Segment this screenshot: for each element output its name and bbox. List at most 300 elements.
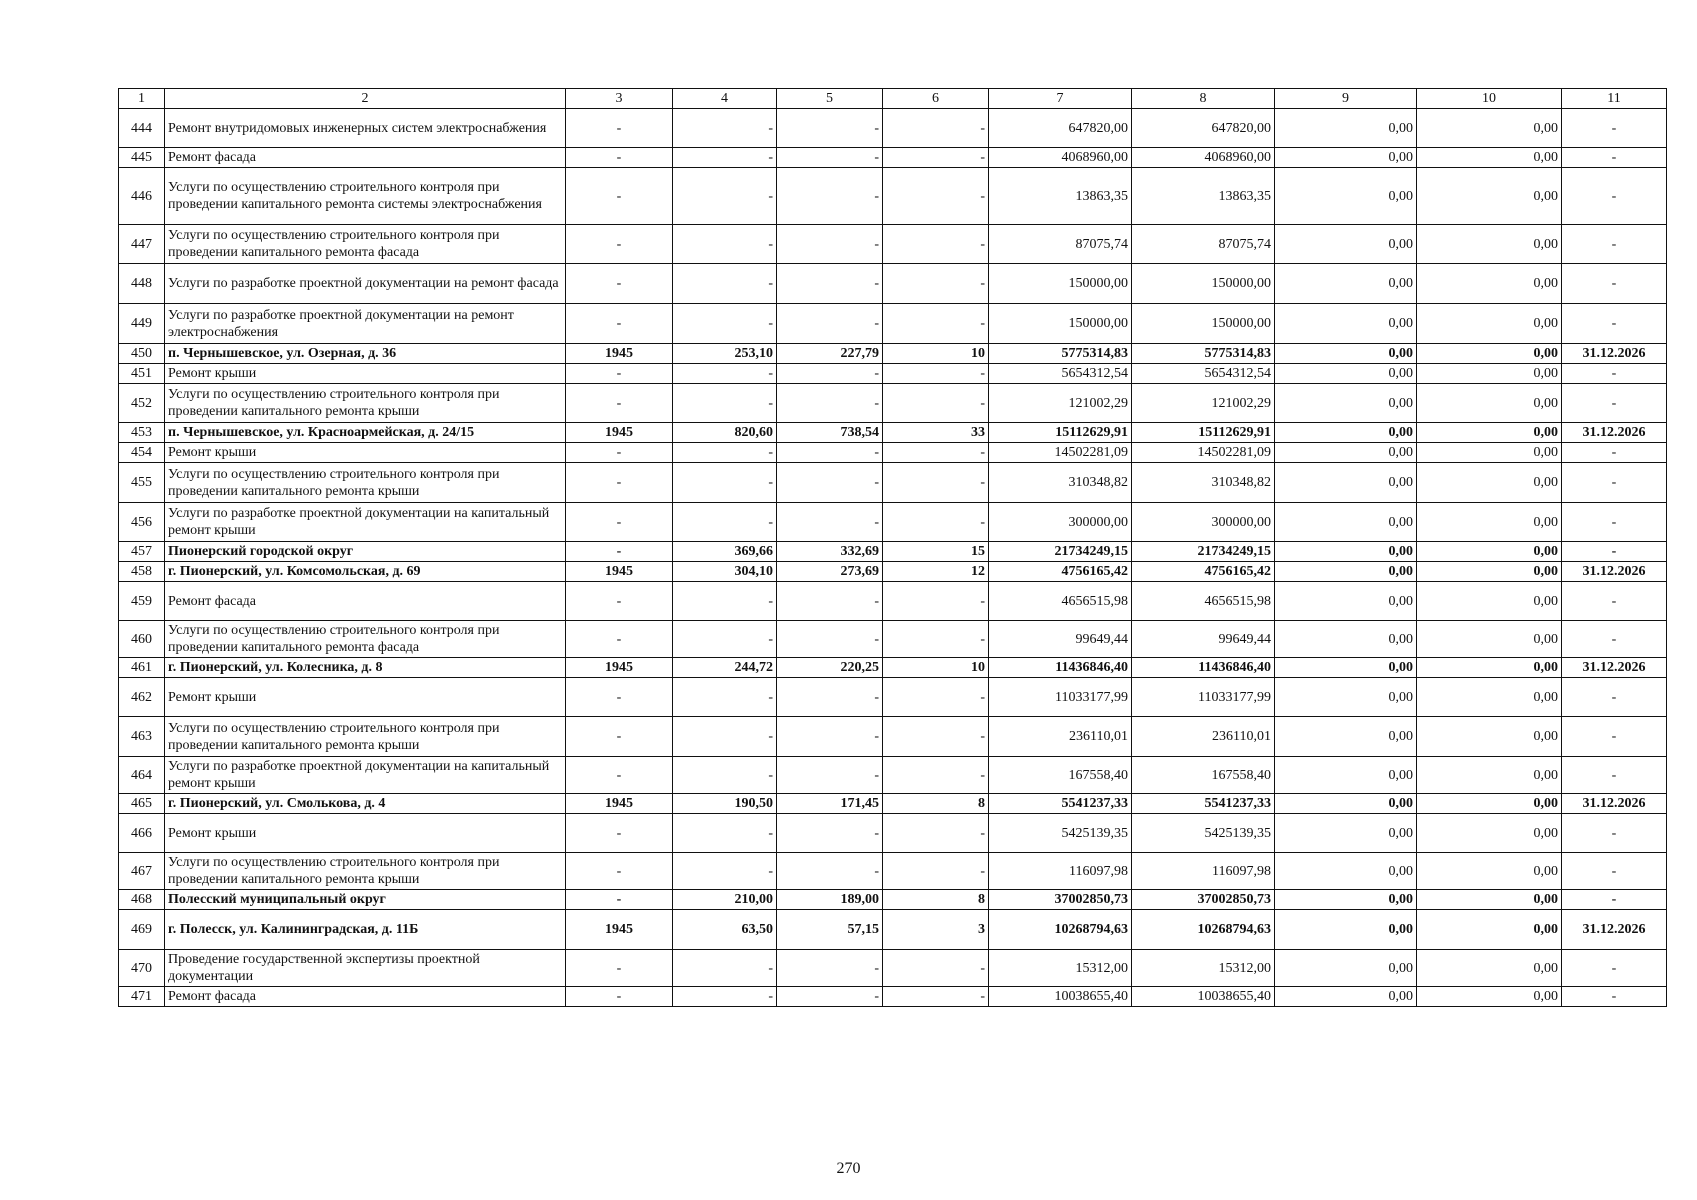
col-9-amount: 0,00	[1275, 344, 1417, 364]
col-9-amount: 0,00	[1275, 148, 1417, 168]
item-name: Услуги по осуществлению строительного контроля при проведении капитального ремонта крыши	[165, 463, 566, 503]
col-11-date: 31.12.2026	[1562, 910, 1667, 950]
col-7-amount: 4068960,00	[989, 148, 1132, 168]
col-5-value: -	[777, 503, 883, 542]
table-row	[119, 304, 1667, 344]
col-7-amount: 310348,82	[989, 463, 1132, 503]
col-3-value: -	[566, 225, 673, 264]
col-4-value: 820,60	[673, 423, 777, 443]
item-name: п. Чернышевское, ул. Красноармейская, д. 24/15	[165, 423, 566, 443]
col-6-value: -	[883, 463, 989, 503]
col-8-amount: 10038655,40	[1132, 987, 1275, 1007]
col-6-value: 12	[883, 562, 989, 582]
item-name: Услуги по осуществлению строительного контроля при проведении капитального ремонта крыши	[165, 717, 566, 757]
col-9-amount: 0,00	[1275, 384, 1417, 423]
col-6-value: 3	[883, 910, 989, 950]
col-10-amount: 0,00	[1417, 890, 1562, 910]
table-row	[119, 987, 1667, 1007]
col-8-amount: 15312,00	[1132, 950, 1275, 987]
item-name: г. Пионерский, ул. Колесника, д. 8	[165, 658, 566, 678]
col-7-amount: 10268794,63	[989, 910, 1132, 950]
column-header: 10	[1417, 89, 1562, 109]
col-11-date: -	[1562, 109, 1667, 148]
row-number: 455	[119, 463, 165, 503]
col-8-amount: 13863,35	[1132, 168, 1275, 225]
col-4-value: -	[673, 264, 777, 304]
row-number: 471	[119, 987, 165, 1007]
col-11-date: -	[1562, 463, 1667, 503]
item-name: г. Пионерский, ул. Комсомольская, д. 69	[165, 562, 566, 582]
col-5-value: -	[777, 717, 883, 757]
col-11-date: -	[1562, 678, 1667, 717]
col-6-value: -	[883, 757, 989, 794]
col-3-value: -	[566, 950, 673, 987]
col-5-value: -	[777, 168, 883, 225]
item-name: Услуги по осуществлению строительного контроля при проведении капитального ремонта фасада	[165, 621, 566, 658]
col-3-value: -	[566, 109, 673, 148]
col-4-value: -	[673, 148, 777, 168]
row-number: 451	[119, 364, 165, 384]
col-5-value: 738,54	[777, 423, 883, 443]
col-7-amount: 121002,29	[989, 384, 1132, 423]
col-11-date: -	[1562, 168, 1667, 225]
col-8-amount: 150000,00	[1132, 304, 1275, 344]
col-4-value: -	[673, 384, 777, 423]
col-5-value: 227,79	[777, 344, 883, 364]
col-4-value: -	[673, 109, 777, 148]
col-4-value: -	[673, 503, 777, 542]
col-6-value: -	[883, 264, 989, 304]
column-header: 5	[777, 89, 883, 109]
column-header: 11	[1562, 89, 1667, 109]
col-11-date: -	[1562, 264, 1667, 304]
col-4-value: 190,50	[673, 794, 777, 814]
item-name: Ремонт крыши	[165, 364, 566, 384]
table-row	[119, 678, 1667, 717]
col-5-value: -	[777, 987, 883, 1007]
row-number: 454	[119, 443, 165, 463]
col-8-amount: 116097,98	[1132, 853, 1275, 890]
col-11-date: -	[1562, 853, 1667, 890]
col-10-amount: 0,00	[1417, 364, 1562, 384]
col-8-amount: 150000,00	[1132, 264, 1275, 304]
col-7-amount: 4756165,42	[989, 562, 1132, 582]
column-header: 9	[1275, 89, 1417, 109]
col-7-amount: 647820,00	[989, 109, 1132, 148]
col-10-amount: 0,00	[1417, 542, 1562, 562]
row-number: 453	[119, 423, 165, 443]
col-11-date: -	[1562, 225, 1667, 264]
col-3-value: -	[566, 678, 673, 717]
col-3-value: -	[566, 384, 673, 423]
col-6-value: -	[883, 950, 989, 987]
col-6-value: -	[883, 814, 989, 853]
col-8-amount: 4656515,98	[1132, 582, 1275, 621]
col-3-value: -	[566, 542, 673, 562]
col-5-value: 171,45	[777, 794, 883, 814]
col-4-value: 253,10	[673, 344, 777, 364]
col-6-value: -	[883, 853, 989, 890]
col-3-value: -	[566, 621, 673, 658]
col-10-amount: 0,00	[1417, 621, 1562, 658]
column-header: 7	[989, 89, 1132, 109]
col-9-amount: 0,00	[1275, 987, 1417, 1007]
table-row	[119, 910, 1667, 950]
col-9-amount: 0,00	[1275, 562, 1417, 582]
column-header: 4	[673, 89, 777, 109]
col-5-value: -	[777, 757, 883, 794]
col-4-value: -	[673, 757, 777, 794]
col-6-value: 10	[883, 344, 989, 364]
item-name: Ремонт фасада	[165, 582, 566, 621]
row-number: 465	[119, 794, 165, 814]
col-6-value: -	[883, 582, 989, 621]
col-10-amount: 0,00	[1417, 582, 1562, 621]
col-6-value: 33	[883, 423, 989, 443]
col-11-date: -	[1562, 304, 1667, 344]
col-9-amount: 0,00	[1275, 717, 1417, 757]
col-3-value: 1945	[566, 910, 673, 950]
table-row	[119, 582, 1667, 621]
col-9-amount: 0,00	[1275, 621, 1417, 658]
col-6-value: 15	[883, 542, 989, 562]
col-9-amount: 0,00	[1275, 304, 1417, 344]
row-number: 467	[119, 853, 165, 890]
table-row	[119, 621, 1667, 658]
col-10-amount: 0,00	[1417, 678, 1562, 717]
col-3-value: -	[566, 890, 673, 910]
col-5-value: -	[777, 264, 883, 304]
col-10-amount: 0,00	[1417, 109, 1562, 148]
col-8-amount: 21734249,15	[1132, 542, 1275, 562]
col-4-value: -	[673, 678, 777, 717]
col-6-value: 8	[883, 890, 989, 910]
col-3-value: -	[566, 853, 673, 890]
col-6-value: -	[883, 225, 989, 264]
col-4-value: -	[673, 950, 777, 987]
col-3-value: 1945	[566, 658, 673, 678]
item-name: Ремонт крыши	[165, 443, 566, 463]
item-name: п. Чернышевское, ул. Озерная, д. 36	[165, 344, 566, 364]
col-11-date: -	[1562, 542, 1667, 562]
col-10-amount: 0,00	[1417, 264, 1562, 304]
item-name: Ремонт внутридомовых инженерных систем электроснабжения	[165, 109, 566, 148]
col-7-amount: 5775314,83	[989, 344, 1132, 364]
table-row	[119, 717, 1667, 757]
col-5-value: -	[777, 678, 883, 717]
col-11-date: 31.12.2026	[1562, 794, 1667, 814]
item-name: Проведение государственной экспертизы проектной документации	[165, 950, 566, 987]
item-name: Услуги по разработке проектной документации на капитальный ремонт крыши	[165, 503, 566, 542]
col-9-amount: 0,00	[1275, 168, 1417, 225]
col-7-amount: 10038655,40	[989, 987, 1132, 1007]
col-8-amount: 5541237,33	[1132, 794, 1275, 814]
col-7-amount: 150000,00	[989, 304, 1132, 344]
row-number: 463	[119, 717, 165, 757]
table-row	[119, 463, 1667, 503]
col-5-value: -	[777, 950, 883, 987]
col-11-date: 31.12.2026	[1562, 423, 1667, 443]
col-7-amount: 21734249,15	[989, 542, 1132, 562]
col-10-amount: 0,00	[1417, 503, 1562, 542]
col-4-value: -	[673, 717, 777, 757]
col-10-amount: 0,00	[1417, 384, 1562, 423]
col-3-value: -	[566, 814, 673, 853]
col-5-value: -	[777, 364, 883, 384]
col-9-amount: 0,00	[1275, 853, 1417, 890]
table-row	[119, 168, 1667, 225]
row-number: 459	[119, 582, 165, 621]
col-9-amount: 0,00	[1275, 814, 1417, 853]
col-10-amount: 0,00	[1417, 717, 1562, 757]
col-8-amount: 15112629,91	[1132, 423, 1275, 443]
col-4-value: -	[673, 225, 777, 264]
col-3-value: -	[566, 168, 673, 225]
col-5-value: -	[777, 443, 883, 463]
col-11-date: -	[1562, 364, 1667, 384]
col-5-value: 220,25	[777, 658, 883, 678]
table-row	[119, 264, 1667, 304]
col-4-value: -	[673, 814, 777, 853]
item-name: Услуги по разработке проектной документации на ремонт электроснабжения	[165, 304, 566, 344]
col-8-amount: 300000,00	[1132, 503, 1275, 542]
item-name: Услуги по осуществлению строительного контроля при проведении капитального ремонта системы электроснабжения	[165, 168, 566, 225]
column-header: 2	[165, 89, 566, 109]
col-9-amount: 0,00	[1275, 503, 1417, 542]
col-6-value: -	[883, 621, 989, 658]
item-name: Ремонт крыши	[165, 814, 566, 853]
row-number: 450	[119, 344, 165, 364]
row-number: 449	[119, 304, 165, 344]
row-number: 468	[119, 890, 165, 910]
col-8-amount: 4068960,00	[1132, 148, 1275, 168]
column-header: 3	[566, 89, 673, 109]
table-row	[119, 853, 1667, 890]
col-4-value: -	[673, 364, 777, 384]
col-11-date: 31.12.2026	[1562, 562, 1667, 582]
col-6-value: 10	[883, 658, 989, 678]
col-8-amount: 121002,29	[1132, 384, 1275, 423]
col-4-value: -	[673, 582, 777, 621]
col-7-amount: 37002850,73	[989, 890, 1132, 910]
col-5-value: -	[777, 621, 883, 658]
col-8-amount: 11033177,99	[1132, 678, 1275, 717]
col-10-amount: 0,00	[1417, 794, 1562, 814]
col-9-amount: 0,00	[1275, 757, 1417, 794]
col-7-amount: 87075,74	[989, 225, 1132, 264]
col-3-value: -	[566, 148, 673, 168]
col-6-value: -	[883, 168, 989, 225]
col-3-value: -	[566, 264, 673, 304]
col-4-value: -	[673, 443, 777, 463]
col-3-value: -	[566, 987, 673, 1007]
col-9-amount: 0,00	[1275, 542, 1417, 562]
table-row	[119, 757, 1667, 794]
item-name: Ремонт фасада	[165, 987, 566, 1007]
col-6-value: -	[883, 384, 989, 423]
col-11-date: -	[1562, 503, 1667, 542]
item-name: Ремонт фасада	[165, 148, 566, 168]
col-7-amount: 5541237,33	[989, 794, 1132, 814]
col-8-amount: 5654312,54	[1132, 364, 1275, 384]
table-row	[119, 423, 1667, 443]
col-8-amount: 236110,01	[1132, 717, 1275, 757]
col-9-amount: 0,00	[1275, 225, 1417, 264]
col-10-amount: 0,00	[1417, 910, 1562, 950]
row-number: 466	[119, 814, 165, 853]
col-7-amount: 14502281,09	[989, 443, 1132, 463]
col-6-value: -	[883, 987, 989, 1007]
col-5-value: 332,69	[777, 542, 883, 562]
col-6-value: -	[883, 717, 989, 757]
item-name: г. Полесск, ул. Калининградская, д. 11Б	[165, 910, 566, 950]
col-9-amount: 0,00	[1275, 678, 1417, 717]
row-number: 446	[119, 168, 165, 225]
table-row	[119, 364, 1667, 384]
col-11-date: -	[1562, 621, 1667, 658]
col-7-amount: 300000,00	[989, 503, 1132, 542]
col-5-value: 189,00	[777, 890, 883, 910]
col-9-amount: 0,00	[1275, 910, 1417, 950]
col-8-amount: 87075,74	[1132, 225, 1275, 264]
col-3-value: 1945	[566, 344, 673, 364]
col-9-amount: 0,00	[1275, 950, 1417, 987]
col-3-value: 1945	[566, 794, 673, 814]
col-10-amount: 0,00	[1417, 344, 1562, 364]
col-11-date: -	[1562, 384, 1667, 423]
col-10-amount: 0,00	[1417, 562, 1562, 582]
col-4-value: 244,72	[673, 658, 777, 678]
col-10-amount: 0,00	[1417, 423, 1562, 443]
col-3-value: -	[566, 717, 673, 757]
col-3-value: 1945	[566, 423, 673, 443]
col-5-value: -	[777, 582, 883, 621]
col-5-value: -	[777, 853, 883, 890]
col-10-amount: 0,00	[1417, 950, 1562, 987]
col-4-value: -	[673, 853, 777, 890]
col-8-amount: 4756165,42	[1132, 562, 1275, 582]
col-7-amount: 167558,40	[989, 757, 1132, 794]
row-number: 461	[119, 658, 165, 678]
col-9-amount: 0,00	[1275, 658, 1417, 678]
row-number: 460	[119, 621, 165, 658]
col-11-date: -	[1562, 814, 1667, 853]
row-number: 462	[119, 678, 165, 717]
row-number: 456	[119, 503, 165, 542]
col-7-amount: 236110,01	[989, 717, 1132, 757]
item-name: Услуги по осуществлению строительного контроля при проведении капитального ремонта крыши	[165, 384, 566, 423]
table-row	[119, 384, 1667, 423]
col-7-amount: 15312,00	[989, 950, 1132, 987]
table-row	[119, 814, 1667, 853]
col-11-date: 31.12.2026	[1562, 658, 1667, 678]
col-7-amount: 4656515,98	[989, 582, 1132, 621]
col-8-amount: 10268794,63	[1132, 910, 1275, 950]
col-4-value: -	[673, 621, 777, 658]
column-header: 6	[883, 89, 989, 109]
col-7-amount: 150000,00	[989, 264, 1132, 304]
col-5-value: -	[777, 225, 883, 264]
col-8-amount: 167558,40	[1132, 757, 1275, 794]
row-number: 445	[119, 148, 165, 168]
col-10-amount: 0,00	[1417, 304, 1562, 344]
item-name: Ремонт крыши	[165, 678, 566, 717]
col-10-amount: 0,00	[1417, 168, 1562, 225]
table-row	[119, 503, 1667, 542]
row-number: 452	[119, 384, 165, 423]
table-row	[119, 658, 1667, 678]
col-11-date: 31.12.2026	[1562, 344, 1667, 364]
col-5-value: -	[777, 814, 883, 853]
col-11-date: -	[1562, 987, 1667, 1007]
col-7-amount: 11436846,40	[989, 658, 1132, 678]
table-row	[119, 109, 1667, 148]
col-8-amount: 647820,00	[1132, 109, 1275, 148]
table-row	[119, 344, 1667, 364]
col-11-date: -	[1562, 717, 1667, 757]
column-header: 1	[119, 89, 165, 109]
col-10-amount: 0,00	[1417, 757, 1562, 794]
col-5-value: 273,69	[777, 562, 883, 582]
col-10-amount: 0,00	[1417, 853, 1562, 890]
col-6-value: 8	[883, 794, 989, 814]
table-row	[119, 562, 1667, 582]
col-10-amount: 0,00	[1417, 148, 1562, 168]
col-6-value: -	[883, 678, 989, 717]
table-row	[119, 890, 1667, 910]
item-name: Услуги по разработке проектной документации на ремонт фасада	[165, 264, 566, 304]
col-9-amount: 0,00	[1275, 364, 1417, 384]
table-row	[119, 794, 1667, 814]
col-10-amount: 0,00	[1417, 658, 1562, 678]
col-4-value: -	[673, 987, 777, 1007]
data-table	[118, 88, 1667, 1007]
col-4-value: -	[673, 304, 777, 344]
col-3-value: -	[566, 463, 673, 503]
col-6-value: -	[883, 304, 989, 344]
col-8-amount: 310348,82	[1132, 463, 1275, 503]
col-11-date: -	[1562, 443, 1667, 463]
col-8-amount: 14502281,09	[1132, 443, 1275, 463]
row-number: 457	[119, 542, 165, 562]
col-7-amount: 99649,44	[989, 621, 1132, 658]
col-5-value: -	[777, 304, 883, 344]
item-name: Услуги по осуществлению строительного контроля при проведении капитального ремонта крыши	[165, 853, 566, 890]
col-9-amount: 0,00	[1275, 463, 1417, 503]
col-3-value: -	[566, 503, 673, 542]
row-number: 448	[119, 264, 165, 304]
col-5-value: -	[777, 109, 883, 148]
col-11-date: -	[1562, 582, 1667, 621]
col-9-amount: 0,00	[1275, 794, 1417, 814]
col-4-value: -	[673, 168, 777, 225]
col-3-value: 1945	[566, 562, 673, 582]
col-4-value: -	[673, 463, 777, 503]
col-5-value: 57,15	[777, 910, 883, 950]
table-row	[119, 542, 1667, 562]
col-10-amount: 0,00	[1417, 463, 1562, 503]
col-6-value: -	[883, 364, 989, 384]
col-9-amount: 0,00	[1275, 423, 1417, 443]
page-number: 270	[836, 1160, 861, 1177]
item-name: Пионерский городской округ	[165, 542, 566, 562]
col-11-date: -	[1562, 757, 1667, 794]
col-7-amount: 5425139,35	[989, 814, 1132, 853]
col-6-value: -	[883, 443, 989, 463]
column-header: 8	[1132, 89, 1275, 109]
col-9-amount: 0,00	[1275, 582, 1417, 621]
row-number: 444	[119, 109, 165, 148]
